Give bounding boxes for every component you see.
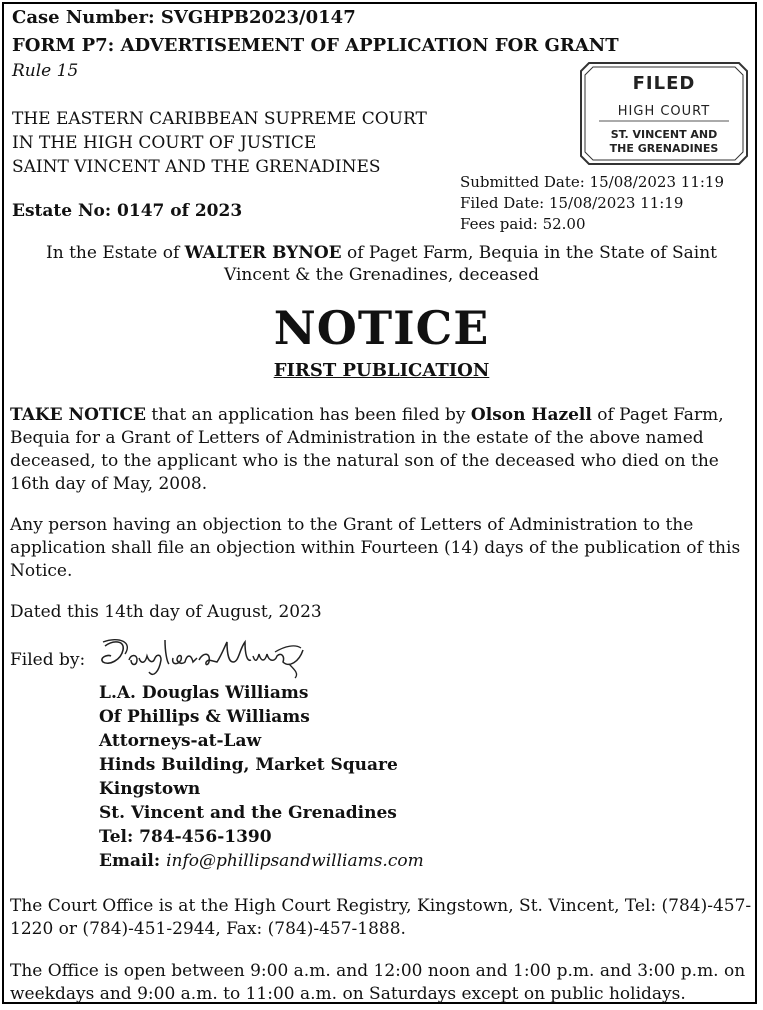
filed-stamp [579, 61, 749, 166]
attorney-country: St. Vincent and the Grenadines [99, 803, 397, 823]
attorney-firm: Of Phillips & Williams [99, 707, 310, 727]
notice-subtitle: FIRST PUBLICATION [273, 360, 490, 381]
court-name-line2: IN THE HIGH COURT OF JUSTICE [12, 133, 317, 153]
filed-by-label: Filed by: [10, 650, 86, 670]
court-office-info: The Court Office is at the High Court Registry, Kingstown, St. Vincent, Tel: (784)-457-1220 or (784)-451-2944, Fax: (784)-457-1888. [10, 896, 752, 939]
dated-line: Dated this 14th day of August, 2023 [10, 602, 322, 622]
stamp-place-line1: ST. VINCENT AND [610, 128, 718, 141]
attorney-title: Attorneys-at-Law [99, 731, 262, 751]
court-name-line1: THE EASTERN CARIBBEAN SUPREME COURT [12, 109, 427, 129]
filed-date: Filed Date: 15/08/2023 11:19 [460, 194, 684, 212]
rule-reference: Rule 15 [12, 61, 79, 81]
estate-prefix: In the Estate of [46, 243, 185, 263]
notice-paragraph-1 [10, 404, 752, 496]
attorney-email-line [99, 849, 424, 873]
estate-suffix: of Paget Farm, Bequia in the State of Saint [341, 243, 717, 263]
notice-paragraph-2: Any person having an objection to the Grant of Letters of Administration to the application shall file an objection within Fourteen (14) days of the publication of this Notice. [10, 515, 741, 581]
office-hours-info: The Office is open between 9:00 a.m. and 12:00 noon and 1:00 p.m. and 3:00 p.m. on weekdays and 9:00 a.m. to 11:00 a.m. on Saturdays except on public holidays. [10, 961, 746, 1004]
submitted-date: Submitted Date: 15/08/2023 11:19 [460, 173, 725, 191]
paragraph-1-text-b: of Paget Farm, Bequia for a Grant of Letters of Administration in the estate of the above named deceased, to the applicant who is the natural son of the deceased who died on the 16th day of May, 2008. [10, 405, 724, 494]
estate-number: Estate No: 0147 of 2023 [12, 201, 243, 221]
stamp-filed: FILED [632, 73, 696, 94]
form-title: FORM P7: ADVERTISEMENT OF APPLICATION FOR GRANT [12, 35, 619, 56]
applicant-name: Olson Hazell [470, 405, 592, 425]
attorney-building: Hinds Building, Market Square [99, 755, 398, 775]
case-number: Case Number: SVGHPB2023/0147 [12, 7, 356, 28]
stamp-court: HIGH COURT [617, 104, 711, 119]
take-notice-lead: TAKE NOTICE [10, 405, 146, 425]
email-label: Email: [99, 851, 161, 871]
attorney-city: Kingstown [99, 779, 201, 799]
estate-line1 [0, 241, 763, 265]
paragraph-1-text-a: that an application has been filed by [146, 405, 471, 425]
attorney-name: L.A. Douglas Williams [99, 683, 309, 703]
fees-paid: Fees paid: 52.00 [460, 215, 586, 233]
signature [99, 632, 309, 684]
deceased-name: WALTER BYNOE [184, 243, 342, 263]
notice-title: NOTICE [273, 301, 490, 355]
stamp-place-line2: THE GRENADINES [609, 142, 719, 155]
email-address[interactable]: info@phillipsandwilliams.com [166, 851, 424, 871]
signature-icon [99, 632, 309, 680]
estate-line2: Vincent & the Grenadines, deceased [224, 265, 539, 285]
attorney-tel: Tel: 784-456-1390 [99, 827, 272, 847]
court-name-line3: SAINT VINCENT AND THE GRENADINES [12, 157, 381, 177]
